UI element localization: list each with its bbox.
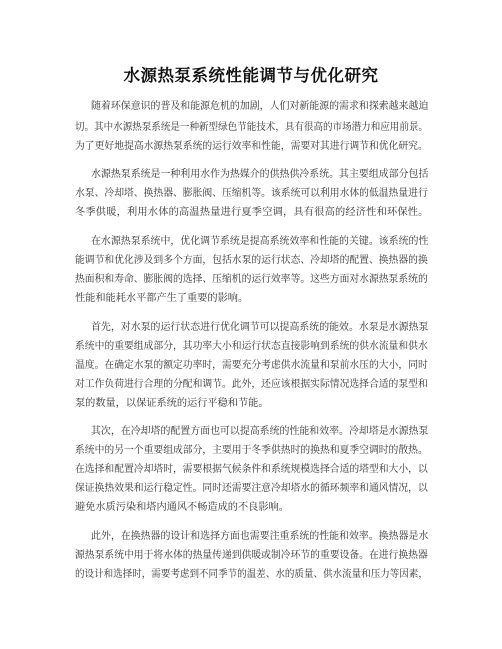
paragraph-5-line-3: 在选择和配置冷却塔时，需要根据气候条件和系统规模选择合适的塔型和大小，以	[75, 464, 428, 475]
paragraph-4-line-1: 首先，对水泵的运行状态进行优化调节可以提高系统的能效。水泵是水源热泵	[91, 322, 429, 333]
paragraph-2-line-2: 水泵、冷却塔、换热器、膨胀阀、压缩机等。该系统可以利用水体的低温热量进行	[75, 188, 428, 199]
paragraph-5-line-2: 系统中的另一个重要组成部分，主要用于冬季供热时的换热和夏季空调时的散热。	[75, 445, 428, 456]
paragraph-1-line-3: 为了更好地提高水源热泵系统的运行效率和性能，需要对其进行调节和优化研究。	[75, 141, 428, 152]
paragraph-5-line-5: 避免水质污染和塔内通风不畅造成的不良影响。	[75, 502, 289, 513]
document-title: 水源热泵系统性能调节与优化研究	[123, 66, 379, 85]
paragraph-4-line-5: 泵的数量，以保证系统的运行平稳和节能。	[75, 398, 269, 409]
paragraph-5-line-4: 保证换热效果和运行稳定性。同时还需要注意冷却塔水的循环频率和通风情况，以	[75, 483, 428, 494]
paragraph-6-line-1: 此外，在换热器的设计和选择方面也需要注重系统的性能和效率。换热器是水	[91, 531, 429, 542]
paragraph-3-line-2: 能调节和优化涉及到多个方面，包括水泵的运行状态、冷却塔的配置、换热器的换	[75, 255, 428, 266]
paragraph-1-line-2: 切。其中水源热泵系统是一种新型绿色节能技术，具有很高的市场潜力和应用前景。	[75, 122, 428, 133]
paragraph-3-line-3: 热面积和寿命、膨胀阀的选择、压缩机的运行效率等。这些方面对水源热泵系统的	[75, 274, 428, 285]
paragraph-6-line-3: 的设计和选择时，需要考虑到不同季节的温差、水的质量、供水流量和压力等因素，	[75, 569, 428, 580]
paragraph-2-line-3: 冬季供暖，利用水体的高温热量进行夏季空调，具有很高的经济性和环保性。	[75, 207, 429, 218]
paragraph-3-line-1: 在水源热泵系统中，优化调节系统是提高系统效率和性能的关键。该系统的性	[91, 236, 429, 247]
paragraph-4-line-2: 系统中的重要组成部分，其功率大小和运行状态直接影响到系统的供水流量和供水	[75, 341, 428, 352]
paragraph-1-line-1: 随着环保意识的普及和能源危机的加剧，人们对新能源的需求和探索越来越迫	[91, 101, 429, 112]
paragraph-3-line-4: 性能和能耗水平都产生了重要的影响。	[75, 293, 249, 304]
paragraph-4-line-3: 温度。在确定水泵的额定功率时，需要充分考虑供水流量和泵前水压的大小，同时	[75, 360, 428, 371]
paragraph-2-line-1: 水源热泵系统是一种利用水作为热媒介的供热供冷系统。其主要组成部分包括	[91, 169, 429, 180]
paragraph-5-line-1: 其次，在冷却塔的配置方面也可以提高系统的性能和效率。冷却塔是水源热泵	[91, 426, 429, 437]
paragraph-4-line-4: 对工作负荷进行合理的分配和调节。此外，还应该根据实际情况选择合适的泵型和	[75, 379, 428, 390]
paragraph-6-line-2: 源热泵系统中用于将水体的热量传递到供暖或制冷环节的重要设备。在进行换热器	[75, 550, 428, 561]
